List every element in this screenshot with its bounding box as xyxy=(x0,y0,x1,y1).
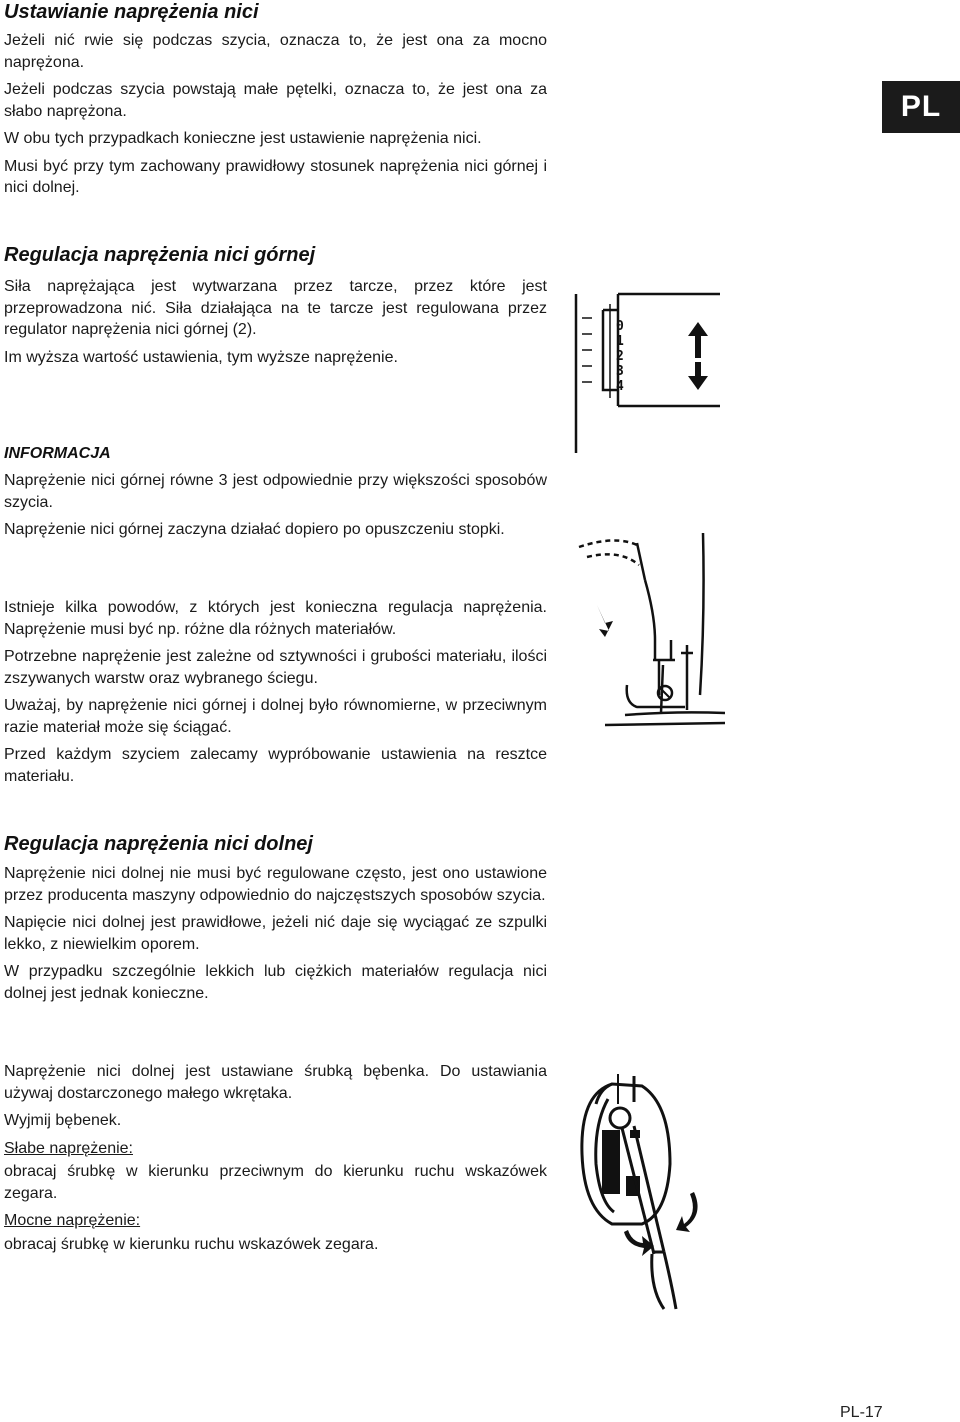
section-thread-tension xyxy=(4,0,547,205)
paragraph: Przed każdym szyciem zalecamy wypróbowanie ustawienia na resztce materiału. xyxy=(4,746,547,785)
paragraph: Napięcie nici dolnej jest prawidłowe, jeżeli nić daje się wyciągać ze szpulki lekko, z niewielkim oporem. xyxy=(4,914,547,953)
paragraph: Naprężenie nici dolnej nie musi być regulowane często, jest ono ustawione przez producenta maszyny odpowiednio do najczęstszych sposobów szycia. xyxy=(4,865,547,904)
dial-number-2: 2 xyxy=(616,349,624,364)
info-box xyxy=(4,444,547,547)
language-tab: PL xyxy=(882,81,960,133)
paragraph: Jeżeli nić rwie się podczas szycia, oznacza to, że jest ona za mocno naprężona. xyxy=(4,32,547,71)
section-title: Regulacja naprężenia nici górnej xyxy=(4,244,316,266)
arrow-down-icon xyxy=(597,605,613,637)
paragraph: Siła naprężająca jest wytwarzana przez tarcze, przez które jest przeprowadzona nić. Siła działająca na te tarcze jest regulowana przez regulator naprężenia nici górnej (2). xyxy=(4,278,547,338)
rotate-clockwise-icon xyxy=(676,1192,698,1232)
paragraph: Naprężenie nici górnej równe 3 jest odpowiednie przy większości sposobów szycia. xyxy=(4,472,547,511)
paragraph: W przypadku szczególnie lekkich lub ciężkich materiałów regulacja nici dolnej jest jednak konieczne. xyxy=(4,963,547,1002)
dial-number-3: 3 xyxy=(616,364,624,379)
paragraph: W obu tych przypadkach konieczne jest ustawienie naprężenia nici. xyxy=(4,130,482,147)
paragraph: Musi być przy tym zachowany prawidłowy stosunek naprężenia nici górnej i nici dolnej. xyxy=(4,157,547,196)
bobbin-case-illustration xyxy=(572,1064,712,1314)
dial-number-0: 0 xyxy=(616,319,624,334)
section-title: Regulacja naprężenia nici dolnej xyxy=(4,833,313,855)
strong-tension-label: Mocne naprężenie: xyxy=(4,1212,141,1229)
paragraph: Naprężenie nici dolnej jest ustawiane śrubką bębenka. Do ustawiania używaj dostarczonego małego wkrętaka. xyxy=(4,1063,547,1102)
paragraph: Jeżeli podczas szycia powstają małe pętelki, oznacza to, że jest ona za słabo naprężona. xyxy=(4,81,547,120)
paragraph: obracaj śrubkę w kierunku przeciwnym do kierunku ruchu wskazówek zegara. xyxy=(4,1163,547,1202)
arrow-up-icon xyxy=(688,322,708,358)
weak-tension-label: Słabe naprężenie: xyxy=(4,1139,133,1157)
arrow-down-icon xyxy=(688,362,708,390)
paragraph: Naprężenie nici górnej zaczyna działać dopiero po opuszczeniu stopki. xyxy=(4,521,505,538)
section-upper-thread xyxy=(4,243,547,374)
section-title: Ustawianie naprężenia nici xyxy=(4,1,259,23)
dial-number-4: 4 xyxy=(616,379,624,394)
info-title: INFORMACJA xyxy=(4,445,111,462)
section-bobbin-screw xyxy=(4,1061,547,1261)
page-number: PL-17 xyxy=(840,1404,883,1421)
paragraph: obracaj śrubkę w kierunku ruchu wskazówek zegara. xyxy=(4,1235,379,1253)
dial-number-1: 1 xyxy=(616,334,624,349)
tension-dial-illustration xyxy=(570,288,720,453)
paragraph: Potrzebne naprężenie jest zależne od sztywności i grubości materiału, ilości zszywanych warstw oraz wybranego ściegu. xyxy=(4,648,547,687)
paragraph: Im wyższa wartość ustawienia, tym wyższe naprężenie. xyxy=(4,348,398,366)
section-adjustment-reasons xyxy=(4,597,547,793)
presser-foot-illustration xyxy=(575,525,725,740)
section-lower-thread xyxy=(4,832,547,1010)
paragraph: Wyjmij bębenek. xyxy=(4,1112,122,1129)
paragraph: Istnieje kilka powodów, z których jest konieczna regulacja naprężenia. Naprężenie musi być np. różne dla różnych materiałów. xyxy=(4,599,547,638)
paragraph: Uważaj, by naprężenie nici górnej i dolnej było równomierne, w przeciwnym razie materiał może się ściągać. xyxy=(4,697,547,736)
